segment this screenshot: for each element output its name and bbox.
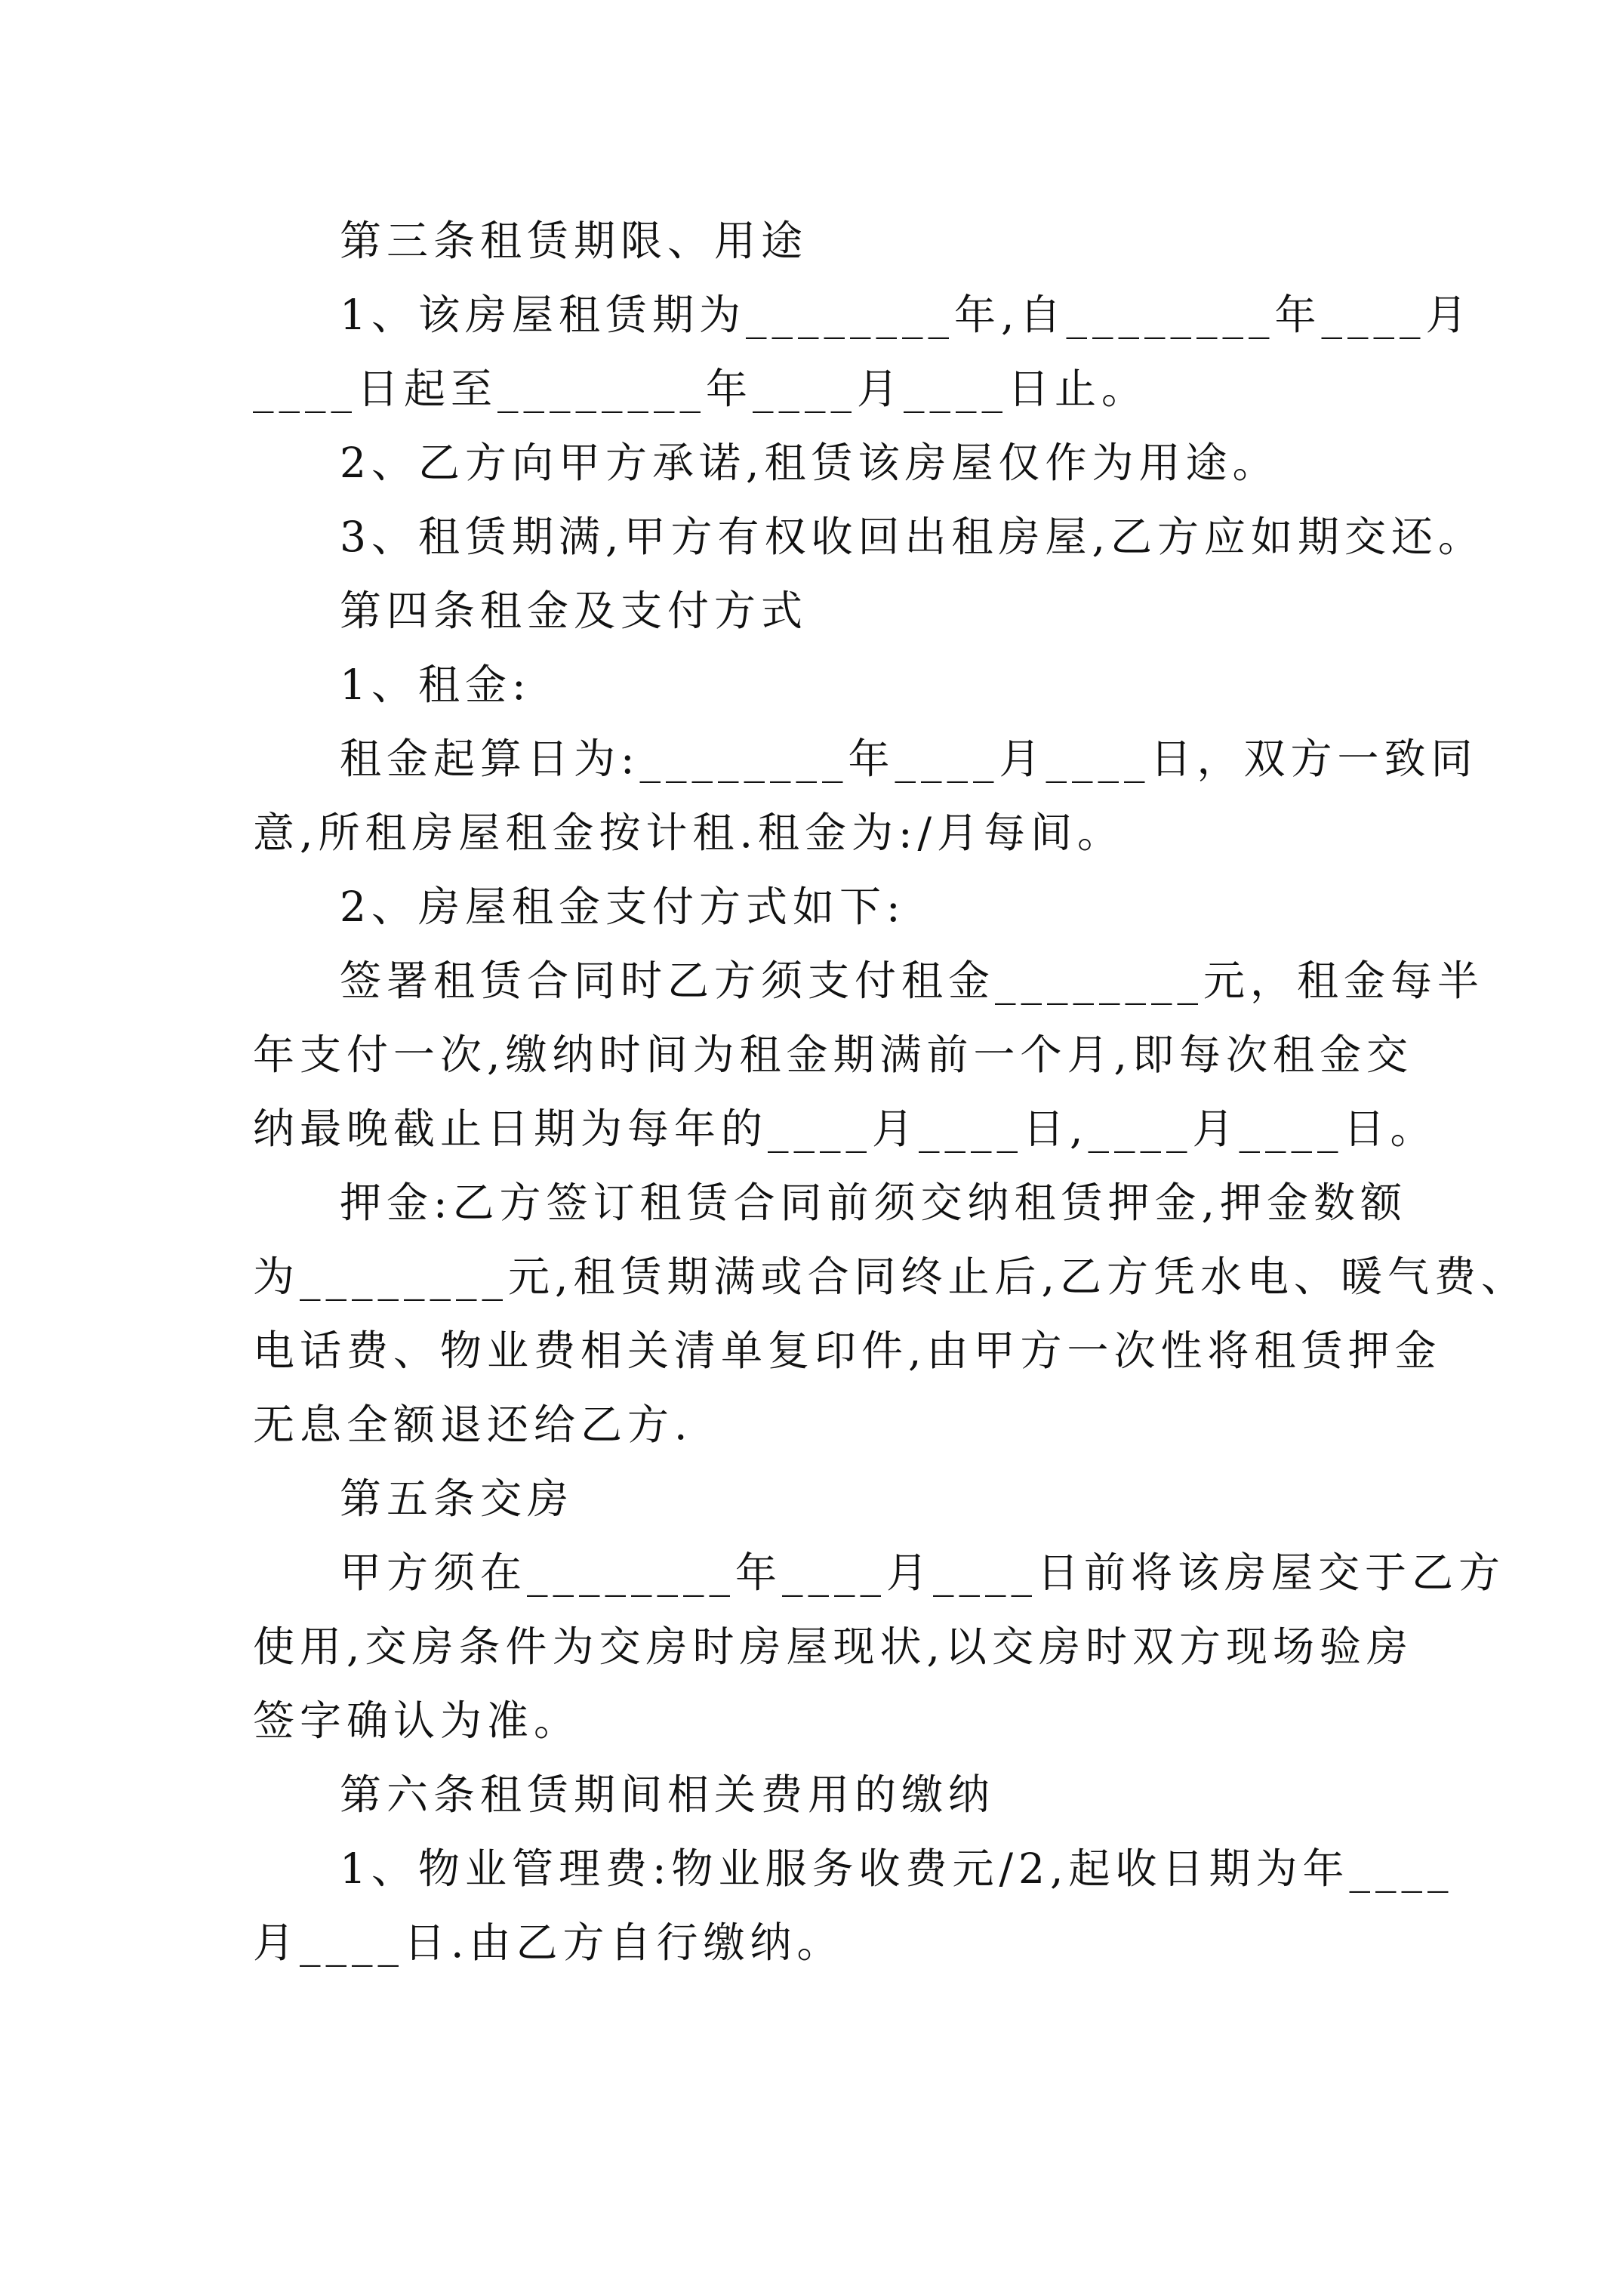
section-heading: 第四条租金及支付方式 (340, 587, 808, 635)
section-heading: 第三条租赁期限、用途 (340, 217, 808, 265)
paragraph-line: 2、乙方向甲方承诺,租赁该房屋仅作为用途。 (340, 439, 1280, 487)
paragraph-line: 电话费、物业费相关清单复印件,由甲方一次性将租赁押金 (253, 1327, 1442, 1375)
paragraph-line: 甲方须在________年____月____日前将该房屋交于乙方 (340, 1549, 1506, 1597)
paragraph-line: 使用,交房条件为交房时房屋现状,以交房时双方现场验房 (253, 1623, 1413, 1671)
document-body (253, 204, 1528, 1980)
paragraph-line: 1、物业管理费:物业服务收费元/2,起收日期为年____ (340, 1845, 1454, 1893)
paragraph-line: 2、房屋租金支付方式如下: (340, 883, 906, 931)
paragraph-line: 无息全额退还给乙方. (253, 1401, 693, 1449)
paragraph-line: 意,所租房屋租金按计租.租金为:/月每间。 (253, 809, 1125, 857)
paragraph-line: ____日起至________年____月____日止。 (253, 365, 1149, 413)
paragraph-line: 签署租赁合同时乙方须支付租金________元，租金每半 (340, 957, 1485, 1005)
section-heading: 第六条租赁期间相关费用的缴纳 (340, 1771, 996, 1819)
paragraph-line: 1、该房屋租赁期为________年,自________年____月 (340, 291, 1473, 339)
paragraph-line: 为________元,租赁期满或合同终止后,乙方凭水电、暖气费、 (253, 1253, 1528, 1301)
paragraph-line: 3、租赁期满,甲方有权收回出租房屋,乙方应如期交还。 (340, 513, 1485, 561)
paragraph-line: 1、租金: (340, 661, 531, 709)
paragraph-line: 签字确认为准。 (253, 1697, 581, 1745)
paragraph-line: 押金:乙方签订租赁合同前须交纳租赁押金,押金数额 (340, 1179, 1408, 1227)
paragraph-line: 租金起算日为:________年____月____日，双方一致同 (340, 735, 1478, 783)
section-heading: 第五条交房 (340, 1475, 574, 1523)
paragraph-line: 纳最晚截止日期为每年的____月____日,____月____日。 (253, 1105, 1437, 1153)
paragraph-line: 年支付一次,缴纳时间为租金期满前一个月,即每次租金交 (253, 1031, 1413, 1079)
paragraph-line: 月____日.由乙方自行缴纳。 (253, 1918, 844, 1967)
